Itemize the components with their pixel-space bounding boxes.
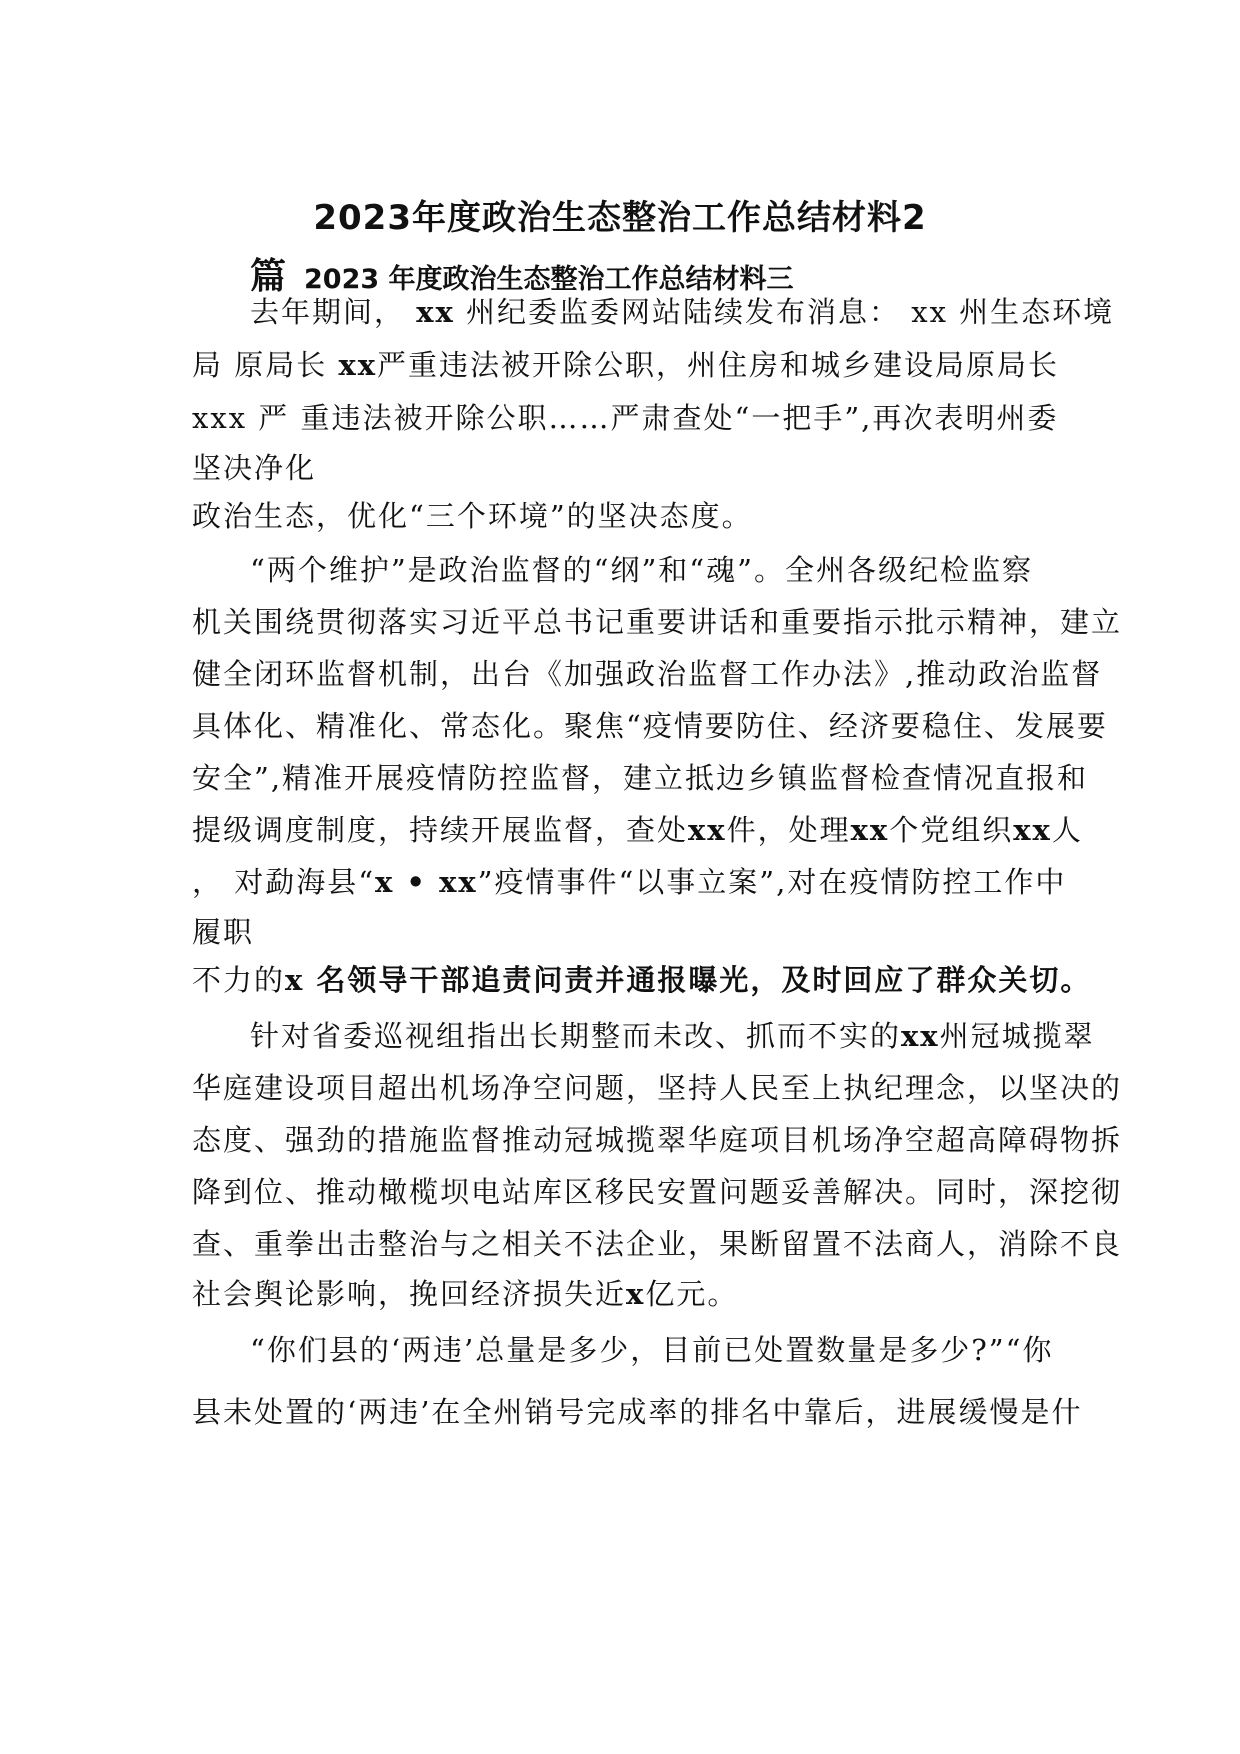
text-segment: 县未处置的‘两违’在全州销号完成率的排名中靠后，进展缓慢是什 xyxy=(192,1395,1083,1429)
text-segment: 安全”,精准开展疫情防控监督，建立抵边乡镇监督检查情况直报和 xyxy=(192,761,1089,795)
text-segment: 局 原局长 xyxy=(192,348,339,382)
paragraph-line xyxy=(192,808,1083,849)
bold-text-segment: xx xyxy=(850,813,890,847)
text-segment: 态度、强劲的措施监督推动冠城揽翠华庭项目机场净空超高障碍物拆 xyxy=(192,1123,1123,1157)
paragraph-line xyxy=(250,1014,1095,1055)
subtitle-text: 2023 年度政治生态整治工作总结材料三 xyxy=(304,264,794,295)
paragraph-line xyxy=(192,1066,1122,1107)
document-title: 2023年度政治生态整治工作总结材料2 xyxy=(313,198,927,238)
text-segment: ”疫情事件“以事立案”,对在疫情防控工作中 xyxy=(477,865,1067,899)
paragraph-line xyxy=(250,548,1033,589)
text-segment: “两个维护”是政治监督的“纲”和“魂”。全州各级纪检监察 xyxy=(250,553,1033,587)
text-segment: 个党组织 xyxy=(889,813,1014,847)
subtitle-prefix: 篇 xyxy=(250,256,287,297)
text-segment: 州冠城揽翠 xyxy=(939,1019,1095,1053)
paragraph-line xyxy=(192,860,1066,901)
paragraph-line xyxy=(192,494,753,535)
text-segment: 社会舆论影响，挽回经济损失近 xyxy=(192,1277,627,1311)
paragraph-line xyxy=(192,446,316,487)
bold-text-segment: xx xyxy=(901,1019,940,1053)
paragraph-line xyxy=(192,1118,1122,1159)
text-segment: 坚决净化 xyxy=(192,451,317,485)
paragraph-line xyxy=(192,343,1059,384)
paragraph-line xyxy=(192,1170,1122,1211)
bold-text-segment: x • xx xyxy=(375,865,478,899)
paragraph-line xyxy=(192,652,1102,693)
text-segment: 严重违法被开除公职，州住房和城乡建设局原局长 xyxy=(377,348,1060,382)
text-segment: 降到位、推动橄榄坝电站库区移民安置问题妥善解决。同时，深挖彻 xyxy=(192,1175,1123,1209)
paragraph-line xyxy=(192,910,254,951)
text-segment: 履职 xyxy=(192,915,255,949)
text-segment: 具体化、精准化、常态化。聚焦“疫情要防住、经济要稳住、发展要 xyxy=(192,709,1108,743)
paragraph-line xyxy=(192,1272,738,1313)
text-segment: 人 xyxy=(1051,813,1083,847)
paragraph-line xyxy=(192,958,1091,999)
text-segment: 华庭建设项目超出机场净空问题，坚持人民至上执纪理念，以坚决的 xyxy=(192,1071,1123,1105)
text-segment: 去年期间， xyxy=(250,295,417,329)
paragraph-line xyxy=(192,704,1108,745)
paragraph-line xyxy=(250,290,1114,331)
text-segment: ， 对勐海县“ xyxy=(192,865,376,899)
paragraph-line xyxy=(192,1390,1082,1431)
text-segment: 提级调度制度，持续开展监督，查处 xyxy=(192,813,689,847)
text-segment: 州纪委监委网站陆续发布消息： xx 州生态环境 xyxy=(454,295,1115,329)
bold-text-segment: xx xyxy=(1013,813,1052,847)
text-segment: 亿元。 xyxy=(645,1277,739,1311)
text-segment: 机关围绕贯彻落实习近平总书记重要讲话和重要指示批示精神，建立 xyxy=(192,605,1123,639)
bold-text-segment: xx xyxy=(688,813,727,847)
text-segment: 不力的 xyxy=(192,963,286,997)
paragraph-line xyxy=(192,1222,1122,1263)
text-segment: “你们县的‘两违’总量是多少，目前已处置数量是多少?”“你 xyxy=(250,1333,1054,1367)
bold-text-segment: xx xyxy=(338,348,378,382)
paragraph-line xyxy=(250,1328,1053,1369)
bold-text-segment: x xyxy=(626,1277,646,1311)
paragraph-line xyxy=(192,396,1058,437)
text-segment: 政治生态，优化“三个环境”的坚决态度。 xyxy=(192,499,753,533)
paragraph-line xyxy=(192,756,1088,797)
text-segment: 健全闭环监督机制，出台《加强政治监督工作办法》,推动政治监督 xyxy=(192,657,1103,691)
text-segment: 针对省委巡视组指出长期整而未改、抓而不实的 xyxy=(250,1019,902,1053)
text-segment: 件，处理 xyxy=(726,813,851,847)
bold-text-segment: xx xyxy=(416,295,455,329)
bold-text-segment: x 名领导干部追责问责并通报曝光，及时回应了群众关切。 xyxy=(285,963,1092,997)
paragraph-line xyxy=(192,600,1122,641)
text-segment: xxx 严 重违法被开除公职……严肃查处“一把手”,再次表明州委 xyxy=(192,401,1059,435)
text-segment: 查、重拳出击整治与之相关不法企业，果断留置不法商人，消除不良 xyxy=(192,1227,1123,1261)
